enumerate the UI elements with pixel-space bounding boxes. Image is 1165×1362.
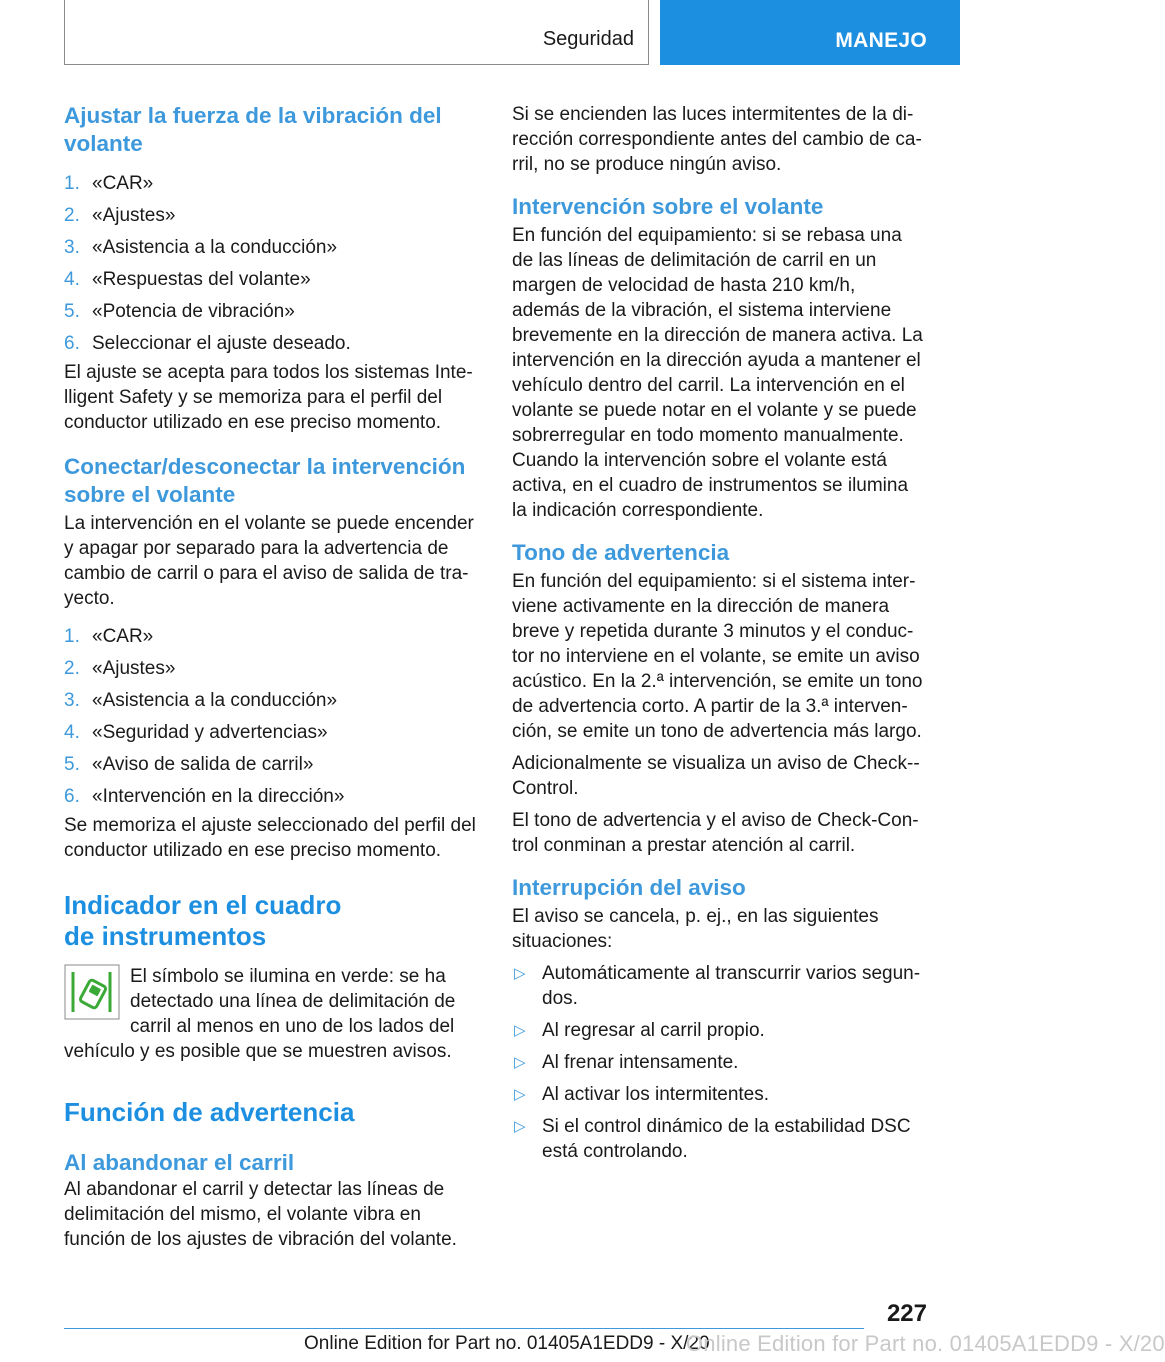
triangle-bullet-icon: ▷ [514,1118,526,1135]
list-item [512,1050,928,1075]
list-item [64,624,477,649]
list-item [64,752,477,777]
list-item [64,688,477,713]
right-column [512,102,928,1171]
step-text: «Ajustes» [92,658,176,679]
footer-watermark: Online Edition for Part no. 01405A1EDD9 - X/20 [686,1331,1165,1356]
list-item [512,1114,928,1164]
paragraph-vibration: El ajuste se acepta para todos los sistemas Intelligent Safety y se memoriza para el perfil del conductor utilizado en ese preciso momento. [64,362,473,433]
paragraph-leaving-lane: Al abandonar el carril y detectar las líneas de delimitación del mismo, el volante vibra en función de los ajustes de vibración del volante. [64,1179,457,1250]
indicator-block [64,964,477,1064]
list-item [64,331,477,356]
list-item [512,961,928,1011]
triangle-bullet-icon: ▷ [514,1054,526,1071]
footer-edition: Online Edition for Part no. 01405A1EDD9 - X/20 [304,1333,710,1354]
list-item [64,656,477,681]
step-number: 6. [64,333,80,354]
paragraph-warning-interruption: El aviso se cancela, p. ej., en las siguientes situaciones: [512,906,879,952]
list-item [64,784,477,809]
interruption-list [512,961,928,1164]
step-text: «Intervención en la dirección» [92,786,345,807]
heading-warning-interruption: Interrupción del aviso [512,875,746,900]
list-item [512,1018,928,1043]
header-section-box [64,0,649,65]
step-text: «Ajustes» [92,205,176,226]
left-column [64,102,477,1252]
step-number: 3. [64,237,80,258]
paragraph-connect: La intervención en el volante se puede encender y apagar por separado para la advertencia de cambio de carril o para el aviso de salida de trayecto. [64,513,474,609]
list-item [64,235,477,260]
step-text: «Potencia de vibración» [92,301,295,322]
step-text: «Aviso de salida de carril» [92,754,314,775]
step-number: 6. [64,786,80,807]
list-item-text: Al frenar intensamente. [542,1052,739,1073]
step-number: 5. [64,754,80,775]
list-item [64,720,477,745]
paragraph-warning-tone: En función del equipamiento: si el sistema interviene activamente en la dirección de manera breve y repetida durante 3 minutos y el conductor no interviene en el volante, se emite un aviso acústico. En la 2.ª intervención, se emite un tono de advertencia corto. A partir de la 3.ª intervención, se emite un tono de advertencia más largo. [512,571,923,742]
list-item-text: Al regresar al carril propio. [542,1020,765,1041]
heading-leaving-lane: Al abandonar el carril [64,1150,295,1175]
paragraph-check-control-2: El tono de advertencia y el aviso de Check-Control conminan a prestar atención al carril. [512,810,919,856]
connect-steps [64,624,477,809]
step-text: «Seguridad y advertencias» [92,722,328,743]
step-text: Seleccionar el ajuste deseado. [92,333,351,354]
step-number: 4. [64,722,80,743]
triangle-bullet-icon: ▷ [514,1086,526,1103]
heading-vibration: Ajustar la fuerza de la vibración del volante [64,103,442,156]
paragraph-connect-memo: Se memoriza el ajuste seleccionado del perfil del conductor utilizado en ese preciso momento. [64,815,476,861]
header-section-title: Seguridad [542,28,634,50]
list-item [512,1082,928,1107]
list-item [64,267,477,292]
step-text: «Asistencia a la conducción» [92,237,338,258]
lane-departure-indicator-icon [64,964,120,1020]
paragraph-steering-intervention: En función del equipamiento: si se rebasa una de las líneas de delimitación de carril en un margen de velocidad de hasta 210 km/h, además de la vibración, el sistema interviene brevemente en la dirección de manera activa. La intervención en la dirección ayuda a mantener el vehículo dentro del carril. La intervención en el volante se puede notar en el volante y se puede sobrerregular en todo momento manualmente. Cuando la intervención sobre el volante está activa, en el cuadro de instrumentos se ilumina la indicación correspondiente. [512,225,923,521]
step-number: 2. [64,205,80,226]
footer-divider [64,1328,864,1329]
heading-indicator: Indicador en el cuadro de instrumentos [64,890,342,951]
heading-warning-function: Función de advertencia [64,1097,355,1127]
step-text: «Respuestas del volante» [92,269,311,290]
header-chapter-tab [660,0,960,65]
step-text: «CAR» [92,173,154,194]
step-number: 3. [64,690,80,711]
list-item [64,299,477,324]
step-text: «CAR» [92,626,154,647]
page-number: 227 [886,1300,927,1327]
heading-warning-tone: Tono de advertencia [512,540,730,565]
list-item [64,171,477,196]
header-chapter-label: MANEJO [835,29,927,52]
step-number: 5. [64,301,80,322]
heading-connect: Conectar/desconectar la intervención sobre el volante [64,454,466,507]
step-number: 1. [64,173,80,194]
paragraph-indicators: Si se encienden las luces intermitentes de la dirección correspondiente antes del cambio de carril, no se produce ningún aviso. [512,104,922,175]
triangle-bullet-icon: ▷ [514,1022,526,1039]
step-number: 4. [64,269,80,290]
heading-steering-intervention: Intervención sobre el volante [512,194,824,219]
list-item [64,203,477,228]
list-item-text: Si el control dinámico de la estabilidad DSC está controlando. [542,1116,911,1162]
list-item-text: Automáticamente al transcurrir varios segundos. [542,963,921,1009]
step-number: 1. [64,626,80,647]
triangle-bullet-icon: ▷ [514,965,526,982]
vibration-steps [64,171,477,356]
list-item-text: Al activar los intermitentes. [542,1084,770,1105]
step-text: «Asistencia a la conducción» [92,690,338,711]
step-number: 2. [64,658,80,679]
paragraph-indicator: El símbolo se ilumina en verde: se ha detectado una línea de delimitación de carril al menos en uno de los lados del vehículo y es posible que se muestren avisos. [64,966,456,1062]
paragraph-check-control: Adicionalmente se visualiza un aviso de Check-Control. [512,753,920,799]
